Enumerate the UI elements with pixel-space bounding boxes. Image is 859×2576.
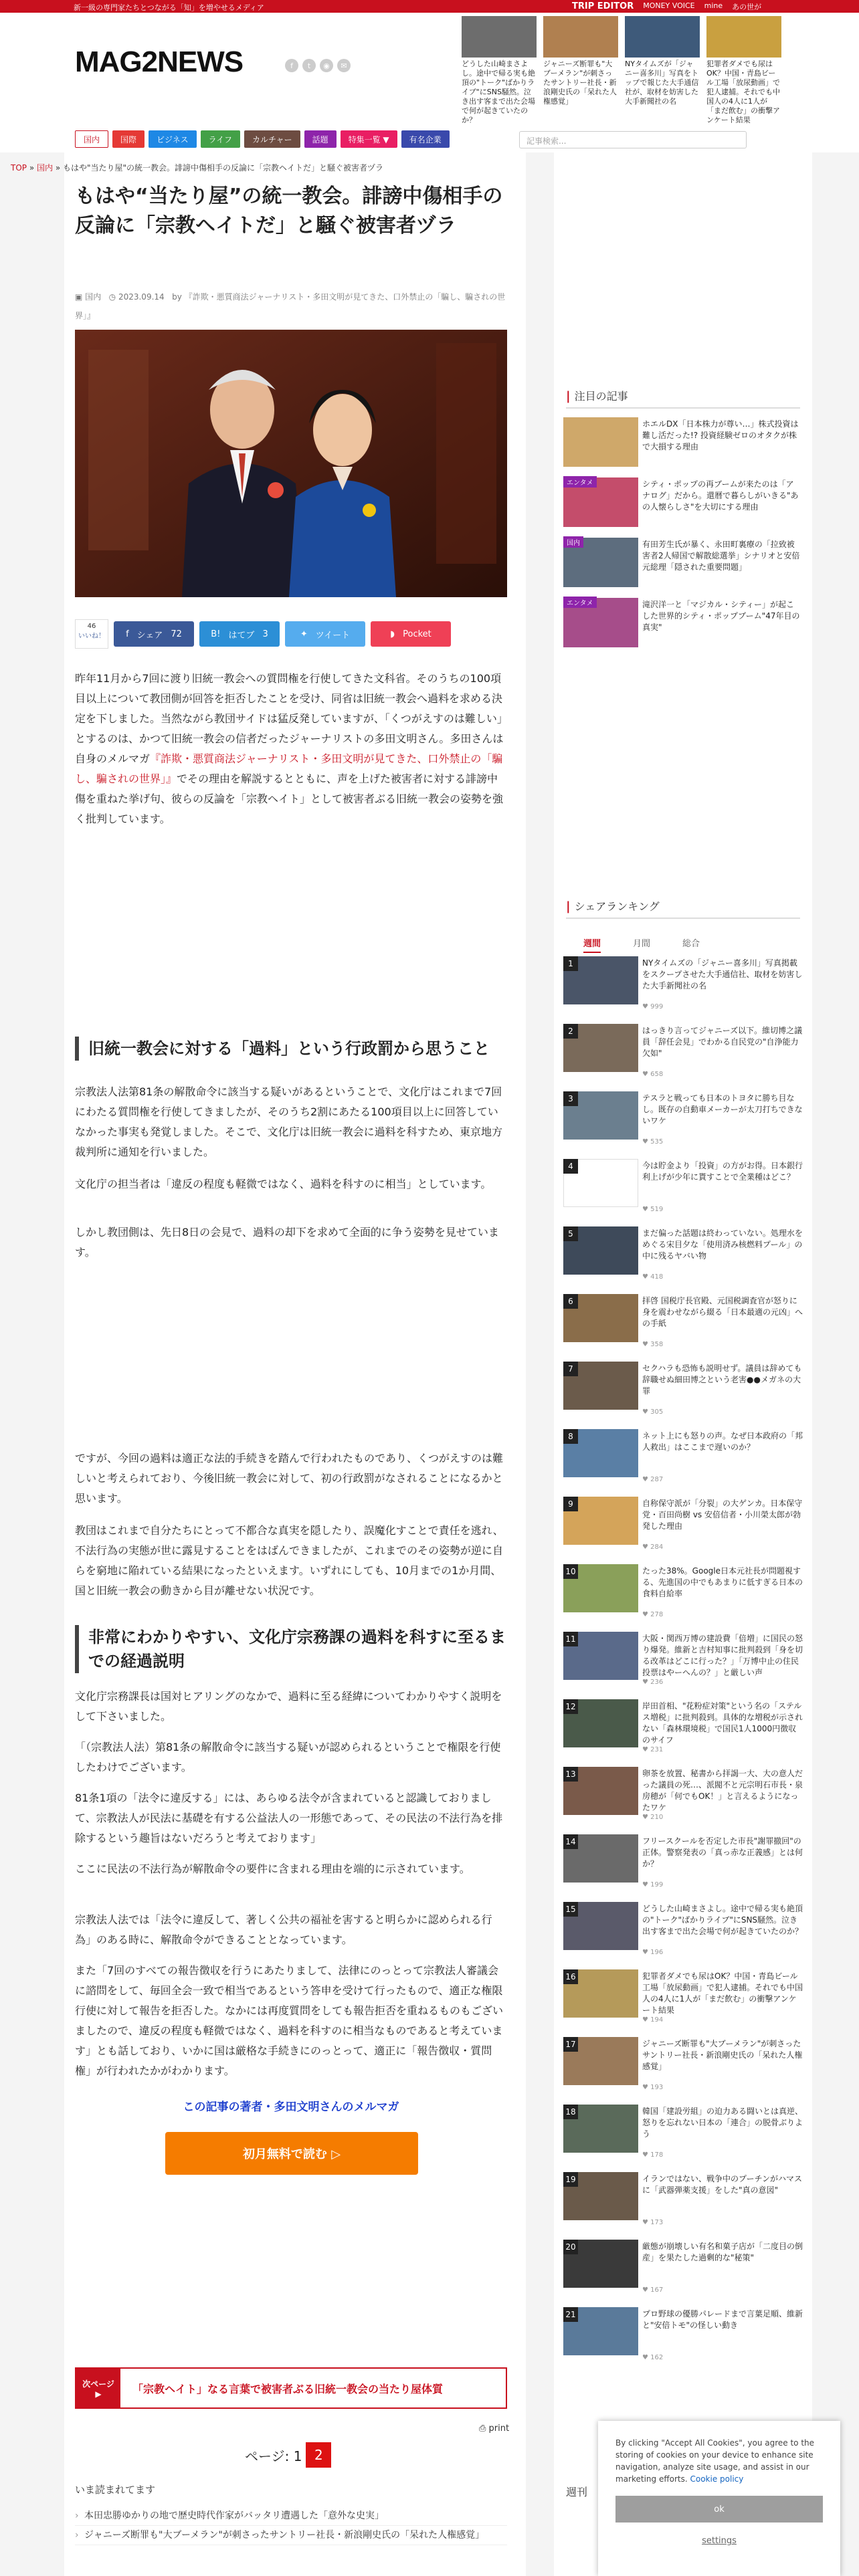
ranking-number: 12: [563, 1699, 578, 1714]
ranking-text: 卵茶を放置、秘書から拝謁一大、大の意人だった議員の死…、派閥不と元宗明石市長・泉房穂が「何でもOK！」と言えるようになったワケ: [642, 1769, 803, 1812]
breadcrumb-sep: »: [53, 163, 63, 173]
breadcrumb-top[interactable]: TOP: [11, 163, 27, 173]
next-page-label: 次ページ: [82, 2379, 114, 2389]
ranking-likes: ♥ 287: [642, 1476, 664, 1483]
breadcrumb-category[interactable]: 国内: [37, 163, 54, 173]
attention-text: シティ・ポップの再ブームが来たのは「アナログ」だから。還暦で暮らしがいきる"あの人懐らしさ"を大切にする理由: [642, 479, 799, 512]
nav-item[interactable]: ビジネス: [149, 130, 197, 148]
facebook-share-button[interactable]: [114, 621, 194, 647]
ranking-number: 1: [563, 956, 578, 971]
ranking-text: ネット上にも怒りの声。なぜ日本政府の「邦人救出」はここまで遅いのか？: [642, 1431, 803, 1452]
print-icon: ⎙: [479, 2424, 486, 2434]
ranking-item[interactable]: [563, 1834, 804, 1892]
attention-text: 滝沢洋一と「マジカル・シティー」が起こした世界的シティ・ポップブーム"47年目の真実": [642, 600, 800, 632]
attention-category: 国内: [563, 536, 583, 548]
ranking-likes: ♥ 199: [642, 1881, 664, 1889]
ranking-likes: ♥ 519: [642, 1206, 664, 1213]
ranking-likes: ♥ 193: [642, 2084, 664, 2091]
ranking-likes: ♥ 284: [642, 1543, 664, 1551]
facebook-like-label: いいね！: [78, 633, 105, 640]
article-category[interactable]: 国内: [85, 292, 102, 302]
ranking-item[interactable]: [563, 1294, 804, 1352]
pagination: [245, 2442, 331, 2468]
share-bar: [75, 619, 451, 649]
ranking-text: 犯罪者ダメでも尿はOK？中国・青島ビール工場「放尿動画」で犯人逮捕。それでも中国人の4人に1人が「まだ飲む」の衝撃アンケート結果: [642, 1971, 803, 2015]
ranking-likes: ♥ 173: [642, 2219, 664, 2226]
header-thumb-image: [706, 16, 781, 58]
next-page-tag: [76, 2369, 120, 2407]
weekly-heading: 週刊: [566, 2486, 588, 2498]
hero-image: [75, 330, 507, 597]
newsletter-promo[interactable]: この記事の著者・多田文明さんのメルマガ: [183, 2101, 399, 2114]
heading-marker-icon: |: [566, 389, 571, 403]
ranking-text: プロ野球の優勝パレードまで言葉足順、維新と"安倍トモ"の怪しい動き: [642, 2309, 803, 2330]
ranking-item[interactable]: [563, 1699, 804, 1757]
ranking-number: 10: [563, 1564, 578, 1579]
top-link[interactable]: mine: [704, 1, 723, 10]
folder-icon: ▣: [75, 292, 83, 302]
attention-text: 有田芳生氏が暴く、永田町裏療の「拉致被害者2人帰国で解散総選挙」シナリオと安倍元総理「隠された重要問題」: [642, 540, 800, 572]
ranking-text: 拝啓 国税庁長官殿、元国税調査官が怒りに身を震わせながら綴る「日本最適の元凶」への手紙: [642, 1296, 803, 1328]
clock-icon: ◷: [108, 292, 116, 302]
top-strip: [0, 0, 859, 13]
breadcrumb-sep: »: [27, 163, 37, 173]
ranking-item[interactable]: [563, 1429, 804, 1487]
ranking-item[interactable]: [563, 1902, 804, 1959]
attention-category: エンタメ: [563, 476, 597, 488]
tweet-label: ツイート: [315, 630, 351, 641]
nav-item[interactable]: 国際: [112, 130, 145, 148]
ranking-likes: ♥ 210: [642, 1814, 664, 1821]
ranking-number: 9: [563, 1497, 578, 1511]
header-thumb-image: [543, 16, 618, 58]
ranking-likes: ♥ 418: [642, 1273, 664, 1281]
paragraph: 文化庁宗務課長は国対ヒアリングのなかで、過料に至る経緯についてわかりやすく説明をして下さいました。: [75, 1690, 502, 1723]
popular-list: [75, 2506, 507, 2545]
header-thumbs: [462, 16, 781, 124]
ranking-item[interactable]: [563, 1767, 804, 1824]
hatena-icon: B!: [211, 629, 221, 639]
paragraph: 宗教法人法第81条の解散命令に該当する疑いがあるということで、文化庁はこれまで7回にわたる質問権を行使してきましたが、そのうち2割にあたる100項目以上に回答していなかった事実も発覚しました。そこで、文化庁は旧統一教会に過料を科すため、東京地方裁判所に通知を行いました。: [75, 1085, 503, 1158]
hatena-button[interactable]: [199, 621, 280, 647]
ranking-likes: ♥ 658: [642, 1071, 664, 1078]
cookie-settings-link[interactable]: settings: [702, 2536, 737, 2546]
article-date: 2023.09.14: [118, 292, 165, 302]
intro-text-2: でその理由を解説するとともに、声を上げた被害者に対する誹謗中傷を重ねた挙げ句、彼らの反論を「宗教ヘイト」として被害者ぶる旧統一教会の姿勢を強く批判しています。: [75, 772, 504, 825]
ranking-likes: ♥ 236: [642, 1679, 664, 1686]
ranking-text: フリースクールを否定した市長"謝罪撤回"の正体。警察発表の「真っ赤な正義感」とは何か？: [642, 1836, 803, 1868]
share-count: 72: [171, 629, 182, 639]
ranking-tabs: [583, 936, 700, 953]
ranking-number: 15: [563, 1902, 578, 1917]
attention-item[interactable]: [563, 597, 804, 650]
nav-item[interactable]: ライフ: [201, 130, 240, 148]
ranking-likes: ♥ 358: [642, 1341, 664, 1348]
header-thumb-text: どうした山崎まさよし。途中で帰る実も絶頂の"トーク"ばかりライブ"にSNS騒然。泣き出す客まで出た会場で何が起きていたのか？: [462, 60, 535, 124]
facebook-like-count: 46: [87, 623, 96, 630]
ranking-likes: ♥ 178: [642, 2151, 664, 2159]
ranking-number: 4: [563, 1159, 578, 1174]
page-1-link[interactable]: ページ: 1: [245, 2448, 302, 2464]
newsletter-link[interactable]: 『詐欺・悪質商法ジャーナリスト・多田文明が見てきた、口外禁止の「騙し、騙されの世界」』: [75, 752, 503, 785]
header-thumb-image: [625, 16, 700, 58]
ranking-number: 14: [563, 1834, 578, 1849]
ranking-text: ジャニーズ断罪も"大ブーメラン"が刺さったサントリー社長・新浪剛史氏の「呆れた人権感覚」: [642, 2039, 803, 2071]
paragraph: ですが、今回の過料は適正な法的手続きを踏んで行われたものであり、くつがえすのは難しいと考えられており、今後旧統一教会に対して、初の行政罰がなされることになるかと思います。: [75, 1452, 504, 1505]
ranking-likes: ♥ 999: [642, 1003, 664, 1010]
attention-text: ホエルDX「日本株力が尊い…」株式投資は難し活だった!? 投資経験ゼロのオタクが株で大損する理由: [642, 419, 799, 451]
arrow-right-icon: ▶: [95, 2389, 102, 2399]
ranking-likes: ♥ 535: [642, 1138, 664, 1146]
ranking-item[interactable]: [563, 2105, 804, 2162]
ranking-number: 16: [563, 1969, 578, 1984]
ranking-number: 11: [563, 1632, 578, 1646]
ranking-number: 2: [563, 1024, 578, 1039]
ranking-number: 7: [563, 1362, 578, 1376]
ranking-likes: ♥ 194: [642, 2016, 664, 2024]
intro-paragraph: [75, 669, 507, 829]
facebook-icon[interactable]: f: [285, 59, 298, 72]
nav-item[interactable]: 有名企業: [401, 130, 450, 148]
ranking-text: 韓国「建設労組」の迫力ある闘いとは真逆、怒りを忘れない日本の「連合」の脱骨ぶりよう: [642, 2107, 803, 2139]
ranking-text: 大阪・関西万博の建設費「倍増」に国民の怒り爆発。維新と吉村知事に批判殺到「身を切る改革はどこに行った？」「万博中止の住民投票はやーへんの？」と厳しい声: [642, 1634, 803, 1677]
top-strip-text: 新一級の専門家たちとつながる「知」を増やせるメディア: [74, 3, 264, 12]
top-link[interactable]: MONEY VOICE: [643, 1, 695, 10]
main-nav: [75, 130, 450, 148]
section-heading-2: 非常にわかりやすい、文化庁宗務課の過料を科すに至るまでの経過説明: [75, 1625, 507, 1673]
by-label: by: [172, 292, 182, 302]
print-label: print: [488, 2424, 510, 2434]
ranking-text: NYタイムズの「ジャニー喜多川」写真掲載をスクープさせた大手通信社、取材を妨害した大手新聞社の名: [642, 958, 803, 990]
ranking-text: はっきり言ってジャニーズ以下。維切博之議員「辞任会見」でわかる自民党の"自浄能力欠如": [642, 1026, 803, 1058]
ranking-item[interactable]: [563, 2240, 804, 2297]
ranking-likes: ♥ 162: [642, 2354, 664, 2361]
ranking-tab[interactable]: 総合: [682, 939, 700, 949]
ranking-item[interactable]: [563, 1226, 804, 1284]
ranking-item[interactable]: [563, 1632, 804, 1689]
paragraph: 教団はこれまで自分たちにとって不都合な真実を隠したり、誤魔化すことで責任を逃れ、不法行為の実態が世に露見することをはばんできましたが、これまでのその姿勢が逆に自らを窮地に陥れている結果になったといえます。いずれにしても、10月までの1か月間、国と旧統一教会の動きから目が離せない状況です。: [75, 1524, 504, 1597]
ranking-number: 18: [563, 2105, 578, 2119]
attention-image: [563, 417, 638, 467]
header-thumb-item[interactable]: [462, 16, 537, 124]
nav-item[interactable]: 国内: [75, 130, 108, 148]
ranking-item[interactable]: [563, 1159, 804, 1216]
ranking-item[interactable]: [563, 956, 804, 1014]
header-thumb-item[interactable]: [706, 16, 781, 124]
cookie-policy-link[interactable]: Cookie policy: [690, 2474, 744, 2484]
paragraph: 81条1項の「法令に違反する」には、あらゆる法令が含まれていると認識しておりまして、宗教法人が民法に基礎を有する公益法人の一形態であって、その民法の不法行為を排除するという趣旨はないだろうと考えております」: [75, 1792, 503, 1844]
ranking-text: たった38%。Google日本元社長が問題視する、先進国の中でもあまりに低すぎる日本の食料自給率: [642, 1566, 803, 1598]
section-heading-1: 旧統一教会に対する「過料」という行政罰から思うこと: [75, 1037, 507, 1061]
paragraph: しかし教団側は、先日8日の会見で、過料の却下を求めて全面的に争う姿勢を見せています。: [75, 1226, 499, 1259]
cookie-text: [615, 2437, 823, 2485]
ranking-number: 20: [563, 2240, 578, 2254]
search-input[interactable]: 記事検索...: [519, 131, 747, 148]
intro-text: 昨年11月から7回に渡り旧統一教会への質問権を行使してきた文科省。そのうちの100項目以上について教団側が回答を拒否したことを受け、同省は旧統一教会へ過料を求める決定を下しました。当然ながら教団サイドは猛反発していますが、「くつがえすのは難しい」とするのは、かつて旧統一教会の信者だったジャーナリストの多田文明さん。多田さんは自身のメルマガ: [75, 672, 504, 765]
share-label: シェア: [136, 630, 163, 641]
next-page-title: 「宗教ヘイト」なる言葉で被害者ぶる旧統一教会の当たり屋体質: [132, 2382, 444, 2395]
ranking-text: テスラと戦っても日本のトヨタに勝ち目なし。既存の自動車メーカーが太刀打ちできないワケ: [642, 1093, 803, 1125]
ranking-number: 19: [563, 2172, 578, 2187]
mail-icon[interactable]: ✉: [337, 59, 351, 72]
header-thumb-item[interactable]: [625, 16, 700, 106]
ranking-number: 13: [563, 1767, 578, 1782]
ranking-likes: ♥ 167: [642, 2286, 664, 2294]
hatena-label: はてブ: [228, 630, 255, 641]
social-icons: [285, 59, 351, 72]
ranking-text: まだ偏った話題は終わっていない。処理水をめぐる宋目夕な「使用済み核燃料プール」の中に残るヤバい物: [642, 1228, 803, 1261]
header-thumb-text: NYタイムズが「ジャニー喜多川」写真をトップで報じた大手通信社が、取材を妨害した大手新聞社の名: [625, 60, 699, 106]
next-page-link[interactable]: [75, 2367, 507, 2409]
ranking-text: 岸田首相、"花粉症対策"という名の「ステルス増税」に批判殺到。具体的な増税が示されない「森林環境税」で国民1人1000円徴収のサイフ: [642, 1701, 803, 1745]
tweet-button[interactable]: [285, 621, 365, 647]
ranking-likes: ♥ 196: [642, 1949, 664, 1956]
top-link[interactable]: TRIP EDITOR: [572, 1, 634, 11]
facebook-icon: f: [126, 629, 129, 639]
ranking-item[interactable]: [563, 1091, 804, 1149]
header-thumb-text: ジャニーズ断罪も"大ブーメラン"が刺さったサントリー社長・新浪剛史氏の「呆れた人権感覚」: [543, 60, 617, 106]
twitter-icon: ✦: [300, 629, 308, 639]
ranking-likes: ♥ 278: [642, 1611, 664, 1618]
nav-item[interactable]: カルチャー: [244, 130, 300, 148]
ranking-item[interactable]: [563, 2172, 804, 2230]
attention-heading-text: 注目の記事: [574, 390, 628, 403]
ranking-number: 6: [563, 1294, 578, 1309]
top-link[interactable]: あの世が: [732, 3, 762, 11]
ranking-item[interactable]: [563, 1024, 804, 1081]
cookie-banner: [598, 2421, 840, 2576]
ranking-item[interactable]: [563, 1564, 804, 1622]
pocket-icon: ◗: [390, 629, 395, 639]
twitter-icon[interactable]: t: [302, 59, 316, 72]
cookie-ok-button[interactable]: ok: [615, 2496, 823, 2523]
attention-category: エンタメ: [563, 597, 597, 608]
article-author[interactable]: 『詐欺・悪質商法ジャーナリスト・多田文明が見てきた、口外禁止の「騙し、騙されの世界」』: [75, 292, 506, 320]
article-title: もはや“当たり屋”の統一教会。誹謗中傷相手の反論に「宗教ヘイトだ」と騒ぐ被害者ヅラ: [75, 185, 503, 237]
rss-icon[interactable]: ◉: [320, 59, 333, 72]
ranking-number: 21: [563, 2307, 578, 2322]
ranking-heading-text: シェアランキング: [574, 900, 660, 913]
nav-item[interactable]: 話題: [304, 130, 337, 148]
ranking-item[interactable]: [563, 1362, 804, 1419]
ranking-number: 8: [563, 1429, 578, 1444]
paragraph: 文化庁の担当者は「違反の程度も軽微ではなく、過料を科すのに相当」としています。: [75, 1178, 492, 1190]
ranking-likes: ♥ 305: [642, 1408, 664, 1416]
attention-heading: [566, 388, 800, 409]
heading-marker-icon: |: [566, 899, 571, 914]
pocket-button[interactable]: [371, 621, 451, 647]
top-links: [572, 1, 761, 12]
page-2-current[interactable]: 2: [306, 2442, 331, 2468]
attention-item[interactable]: [563, 536, 804, 590]
pocket-label: Pocket: [403, 629, 432, 639]
ranking-text: どうした山崎まさよし。途中で帰る実も絶頂の"トーク"ばかりライブ"にSNS騒然。泣き出す客まで出た会場で何が起きていたのか？: [642, 1904, 803, 1936]
header-thumb-image: [462, 16, 537, 58]
ranking-likes: ♥ 231: [642, 1746, 664, 1753]
ranking-number: 5: [563, 1226, 578, 1241]
article-meta: [75, 288, 511, 325]
cookie-message: By clicking "Accept All Cookies", you agree to the storing of cookies on your device to enhance site navigation, analyze site usage, and assist in our marketing efforts.: [615, 2438, 815, 2484]
ranking-text: 厳態が崩壊しい有名和菓子店が「二度目の倒産」を果たした過剰的な"秘策": [642, 2242, 803, 2262]
print-link[interactable]: [479, 2424, 509, 2434]
nav-item[interactable]: 特集一覧 ▼: [341, 130, 397, 148]
ranking-item[interactable]: [563, 2037, 804, 2095]
subscribe-button[interactable]: 初月無料で読む ▷: [165, 2132, 418, 2175]
ranking-text: 今は貯金より「投資」の方がお得。日本銀行利上げが少年に貰すことで全業種はどこ？: [642, 1161, 803, 1182]
ranking-number: 17: [563, 2037, 578, 2052]
paragraph: 宗教法人法では「法令に違反して、著しく公共の福祉を害すると明らかに認められる行為」のある時に、解散命令ができることとなっています。: [75, 1913, 492, 1946]
hero-photo: [75, 330, 507, 597]
ranking-item[interactable]: [563, 2307, 804, 2365]
breadcrumb-current: もはや"当たり屋"の統一教会。誹謗中傷相手の反論に「宗教ヘイトだ」と騒ぐ被害者ヅラ: [63, 163, 384, 173]
attention-item[interactable]: [563, 416, 804, 469]
ranking-item[interactable]: [563, 1497, 804, 1554]
paragraph: ここに民法の不法行為が解散命令の要件に含まれる理由を端的に示されています。: [75, 1862, 470, 1875]
breadcrumb: [11, 162, 383, 173]
ranking-item[interactable]: [563, 1969, 804, 2027]
facebook-like-button[interactable]: [75, 619, 108, 649]
ranking-heading: [566, 898, 800, 919]
site-logo[interactable]: [75, 45, 243, 79]
popular-heading: いま読まれてます: [75, 2484, 156, 2496]
ranking-text: セクハラも恐怖も説明せず。議員は辞めても辞職せぬ細田博之という老害●●メガネの大罪: [642, 1364, 802, 1396]
hatena-count: 3: [262, 629, 268, 639]
ranking-number: 3: [563, 1091, 578, 1106]
ranking-tab[interactable]: 月間: [633, 939, 651, 949]
ranking-tab[interactable]: 週間: [583, 936, 601, 953]
logo-text: MAG2NEWS: [75, 45, 244, 78]
related-link[interactable]: › 本田忠勝ゆかりの地で歴史時代作家がバッタリ遭遇した「意外な史実」: [75, 2506, 507, 2526]
attention-item[interactable]: [563, 476, 804, 530]
paragraph: また「7回のすべての報告徴収を行うにあたりまして、法律にのっとって宗教法人審議会に諮問をして、毎回全会一致で相当であるという答申を受けて行ったもので、適正な権限行使に対して報告を拒否した。なかには再度質問をしても報告拒否を重ねるものもございましたので、違反の程度も軽微ではなく、過料を科すのに相当なものであると考えています」とも話しており、いかに国は厳格な手続きにのっとって、適正に「報告徴収・質問権」が行われたかがわかります。: [75, 1964, 504, 2077]
paragraph: 「（宗教法人法）第81条の解散命令に該当する疑いが認められるということで権限を行使したわけでございます。: [75, 1741, 501, 1774]
header-thumb-item[interactable]: [543, 16, 618, 106]
header-thumb-text: 犯罪者ダメでも尿はOK？中国・青島ビール工場「放尿動画」で犯人逮捕。それでも中国人の4人に1人が「まだ飲む」の衝撃アンケート結果: [706, 60, 780, 124]
ranking-text: イランではない、戦争中のプーチンがハマスに「武器弾薬支援」をした"真の意図": [642, 2174, 803, 2195]
related-link[interactable]: › ジャニーズ断罪も"大ブーメラン"が刺さったサントリー社長・新浪剛史氏の「呆れた人権感覚」: [75, 2526, 507, 2545]
ranking-text: 自称保守派が「分裂」の大ゲンカ。日本保守党・百田尚樹 vs 安倍信者・小川榮太郎が勃発した理由: [642, 1499, 803, 1531]
